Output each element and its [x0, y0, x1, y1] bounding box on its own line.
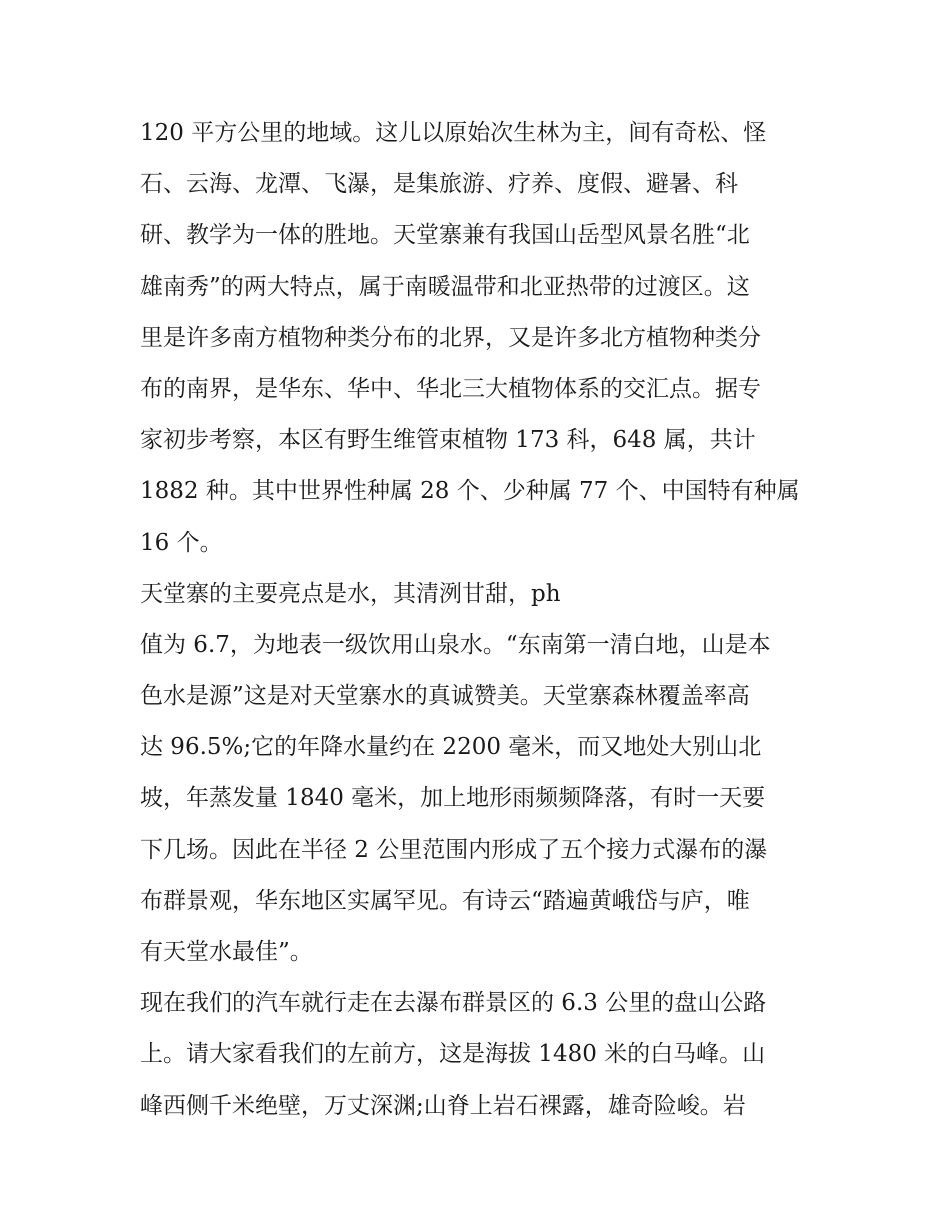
text-line: 下几场。因此在半径 2 公里范围内形成了五个接力式瀑布的瀑 [140, 836, 768, 863]
text-line: 现在我们的汽车就行走在去瀑布群景区的 6.3 公里的盘山公路 [140, 990, 767, 1017]
text-line: 峰西侧千米绝壁，万丈深渊;山脊上岩石裸露，雄奇险峻。岩 [140, 1092, 746, 1119]
text-line: 16 个。 [140, 529, 223, 556]
text-line: 色水是源”这是对天堂寨水的真诚赞美。天堂寨森林覆盖率高 [140, 683, 750, 710]
text-line: 布的南界，是华东、华中、华北三大植物体系的交汇点。据专 [140, 375, 761, 402]
text-line: 坡，年蒸发量 1840 毫米，加上地形雨频频降落，有时一天要 [140, 785, 766, 812]
text-line: 家初步考察，本区有野生维管束植物 173 科，648 属，共计 [140, 427, 756, 454]
text-line: 1882 种。其中世界性种属 28 个、少种属 77 个、中国特有种属 [140, 478, 800, 505]
text-line: 石、云海、龙潭、飞瀑，是集旅游、疗养、度假、避暑、科 [140, 171, 738, 198]
text-line: 布群景观，华东地区实属罕见。有诗云“踏遍黄峨岱与庐，唯 [140, 887, 750, 914]
body-text [140, 108, 820, 1132]
text-line: 120 平方公里的地域。这儿以原始次生林为主，间有奇松、怪 [140, 120, 767, 146]
text-line: 雄南秀”的两大特点，属于南暖温带和北亚热带的过渡区。这 [140, 273, 750, 300]
text-line: 值为 6.7，为地表一级饮用山泉水。“东南第一清白地，山是本 [140, 631, 771, 658]
text-line: 天堂寨的主要亮点是水，其清洌甘甜，ph [140, 580, 561, 607]
text-line: 有天堂水最佳”。 [140, 939, 313, 965]
text-line: 上。请大家看我们的左前方，这是海拔 1480 米的白马峰。山 [140, 1041, 766, 1068]
text-line: 研、教学为一体的胜地。天堂寨兼有我国山岳型风景名胜“北 [140, 222, 750, 249]
text-line: 达 96.5%;它的年降水量约在 2200 毫米，而又地处大别山北 [140, 734, 762, 761]
text-line: 里是许多南方植物种类分布的北界，又是许多北方植物种类分 [140, 324, 761, 351]
